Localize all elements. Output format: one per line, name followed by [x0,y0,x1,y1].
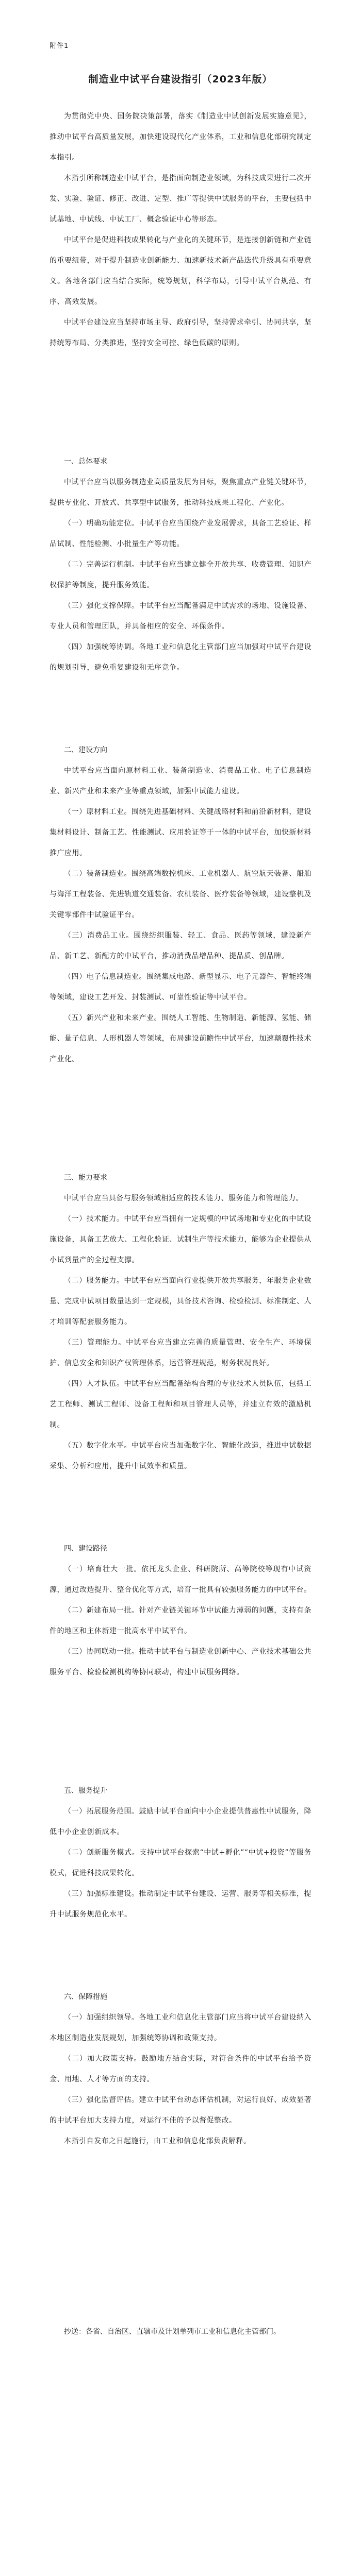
footer-note: 抄送：各省、自治区、直辖市及计划单列市工业和信息化主管部门。 [64,2328,281,2336]
section-paragraph: （三）强化监督评估。建立中试平台动态评估机制，对运行良好、成效显著的中试平台加大支持力度，对运行不佳的予以督促整改。 [50,2096,311,2125]
section-paragraph: （四）人才队伍。中试平台应当配备结构合理的专业技术人员队伍，包括工艺工程师、测试工程师、设备工程师和项目管理人员等，并建立有效的激励机制。 [50,1380,311,1429]
spacer [50,2151,311,2321]
section-paragraph: （二）完善运行机制。中试平台应当建立健全开放共享、收费管理、知识产权保护等制度，提升服务效能。 [50,561,311,589]
section-paragraph: （三）强化支撑保障。中试平台应当配备满足中试需求的场地、设施设备、专业人员和管理团队，并具备相应的安全、环保条件。 [50,602,311,631]
preamble-paragraph: 本指引所称制造业中试平台，是指面向制造业领域，为科技成果进行二次开发、实验、验证、修正、改进、定型、推广等提供中试服务的平台，主要包括中试基地、中试线、中试工厂、概念验证中心等形态。 [50,174,311,224]
section-paragraph: （三）消费品工业。围绕纺织服装、轻工、食品、医药等领域，建设新产品、新工艺、新配方的中试平台，推动消费品增品种、提品质、创品牌。 [50,931,311,960]
section-paragraph: （一）原材料工业。围绕先进基础材料、关键战略材料和前沿新材料，建设集材料设计、制备工艺、性能测试、应用验证等于一体的中试平台，加快新材料推广应用。 [50,808,311,857]
section-paragraph: （二）加大政策支持。鼓励地方结合实际，对符合条件的中试平台给予资金、用地、人才等方面的支持。 [50,2055,311,2083]
section-heading: 二、建设方向 [64,746,107,754]
section-paragraph: （四）加强统筹协调。各地工业和信息化主管部门应当加强对中试平台建设的规划引导，避免重复建设和无序竞争。 [50,643,311,672]
spacer [50,1925,311,1987]
section-paragraph: （一）拓展服务范围。鼓励中试平台面向中小企业提供普惠性中试服务，降低中小企业创新成本。 [50,1807,311,1836]
section-paragraph: 中试平台应当以服务制造业高质量发展为目标，聚焦重点产业链关键环节，提供专业化、开放式、共享型中试服务，推动科技成果工程化、产业化。 [50,478,311,507]
section [50,1070,311,1477]
section-heading: 五、服务提升 [64,1787,107,1795]
section-paragraph: （二）新建布局一批。针对产业链关键环节中试能力薄弱的问题，支持有条件的地区和主体新建一批高水平中试平台。 [50,1606,311,1635]
preamble-paragraph: 中试平台是促进科技成果转化与产业化的关键环节，是连接创新链和产业链的重要纽带，对于提升制造业创新能力、加速新技术新产品迭代升级具有重要意义。各地各部门应当结合实际，统筹规划，科学布局，引导中试平台规范、有序、高效发展。 [50,236,311,306]
section-paragraph: （四）电子信息制造业。围绕集成电路、新型显示、电子元器件、智能终端等领域，建设工艺开发、封装测试、可靠性验证等中试平台。 [50,973,311,1002]
spacer [50,1070,311,1167]
spacer [50,353,311,451]
section-paragraph: 中试平台应当具备与服务领域相适应的技术能力、服务能力和管理能力。 [64,1194,303,1202]
annex-label: 附件1 [50,42,69,50]
section-paragraph: （一）培育壮大一批。依托龙头企业、科研院所、高等院校等现有中试资源，通过改造提升、整合优化等方式，培育一批具有较强服务能力的中试平台。 [50,1565,311,1594]
section-paragraph: （五）新兴产业和未来产业。围绕人工智能、生物制造、新能源、氢能、储能、量子信息、人形机器人等领域，布局建设前瞻性中试平台，加速颠覆性技术产业化。 [50,1014,311,1063]
section-paragraph: （五）数字化水平。中试平台应当加强数字化、智能化改造，推进中试数据采集、分析和应用，提升中试效率和质量。 [50,1442,311,1470]
section-paragraph: （二）装备制造业。围绕高端数控机床、工业机器人、航空航天装备、船舶与海洋工程装备、先进轨道交通装备、农机装备、医疗装备等领域，建设整机及关键零部件中试验证平台。 [50,870,311,919]
spacer [50,678,311,740]
preamble-paragraph: 中试平台建设应当坚持市场主导、政府引导，坚持需求牵引、协同共享，坚持统筹布局、分类推进，坚持安全可控、绿色低碳的原则。 [50,318,311,347]
section-paragraph: （三）管理能力。中试平台应当建立完善的质量管理、安全生产、环境保护、信息安全和知识产权管理体系，运营管理规范，财务状况良好。 [50,1338,311,1367]
section-heading: 四、建设路径 [64,1545,107,1553]
closing-paragraph: 本指引自发布之日起施行，由工业和信息化部负责解释。 [64,2137,251,2145]
section-heading: 一、总体要求 [64,457,107,466]
preamble-paragraph: 为贯彻党中央、国务院决策部署，落实《制造业中试创新发展实施意见》，推动中试平台高质量发展，加快建设现代化产业体系，工业和信息化部研究制定本指引。 [50,112,311,162]
spacer [50,1683,311,1781]
section-paragraph: （二）创新服务模式。支持中试平台探索“中试+孵化”“中试+投资”等服务模式，促进科技成果转化。 [50,1849,311,1877]
spacer [50,1477,311,1538]
section [50,1925,311,2131]
preamble [50,106,311,353]
section [50,353,311,678]
section-paragraph: （三）协同联动一批。推动中试平台与制造业创新中心、产业技术基础公共服务平台、检验检测机构等协同联动，构建中试服务网络。 [50,1648,311,1676]
section-paragraph: （一）加强组织领导。各地工业和信息化主管部门应当将中试平台建设纳入本地区制造业发展规划，加强统筹协调和政策支持。 [50,2013,311,2042]
section [50,678,311,1070]
document-title: 制造业中试平台建设指引（2023年版） [88,74,273,85]
section-paragraph: （一）明确功能定位。中试平台应当围绕产业发展需求，具备工艺验证、样品试制、性能检测、小批量生产等功能。 [50,519,311,548]
section [50,1477,311,1683]
section-paragraph: 中试平台应当面向原材料工业、装备制造业、消费品工业、电子信息制造业、新兴产业和未来产业等重点领域，加强中试能力建设。 [50,767,311,795]
section [50,1683,311,1925]
section-paragraph: （二）服务能力。中试平台应当面向行业提供开放共享服务，年服务企业数量、完成中试项目数量达到一定规模，具备技术咨询、检验检测、标准制定、人才培训等配套服务能力。 [50,1277,311,1326]
section-heading: 六、保障措施 [64,1993,107,2001]
section-paragraph: （一）技术能力。中试平台应当拥有一定规模的中试场地和专业化的中试设施设备，具备工艺放大、工程化验证、试制生产等技术能力，能够为企业提供从小试到量产的全过程支撑。 [50,1215,311,1264]
section-paragraph: （三）加强标准建设。推动制定中试平台建设、运营、服务等相关标准，提升中试服务规范化水平。 [50,1890,311,1919]
section-heading: 三、能力要求 [64,1174,107,1182]
sections [50,353,311,2131]
